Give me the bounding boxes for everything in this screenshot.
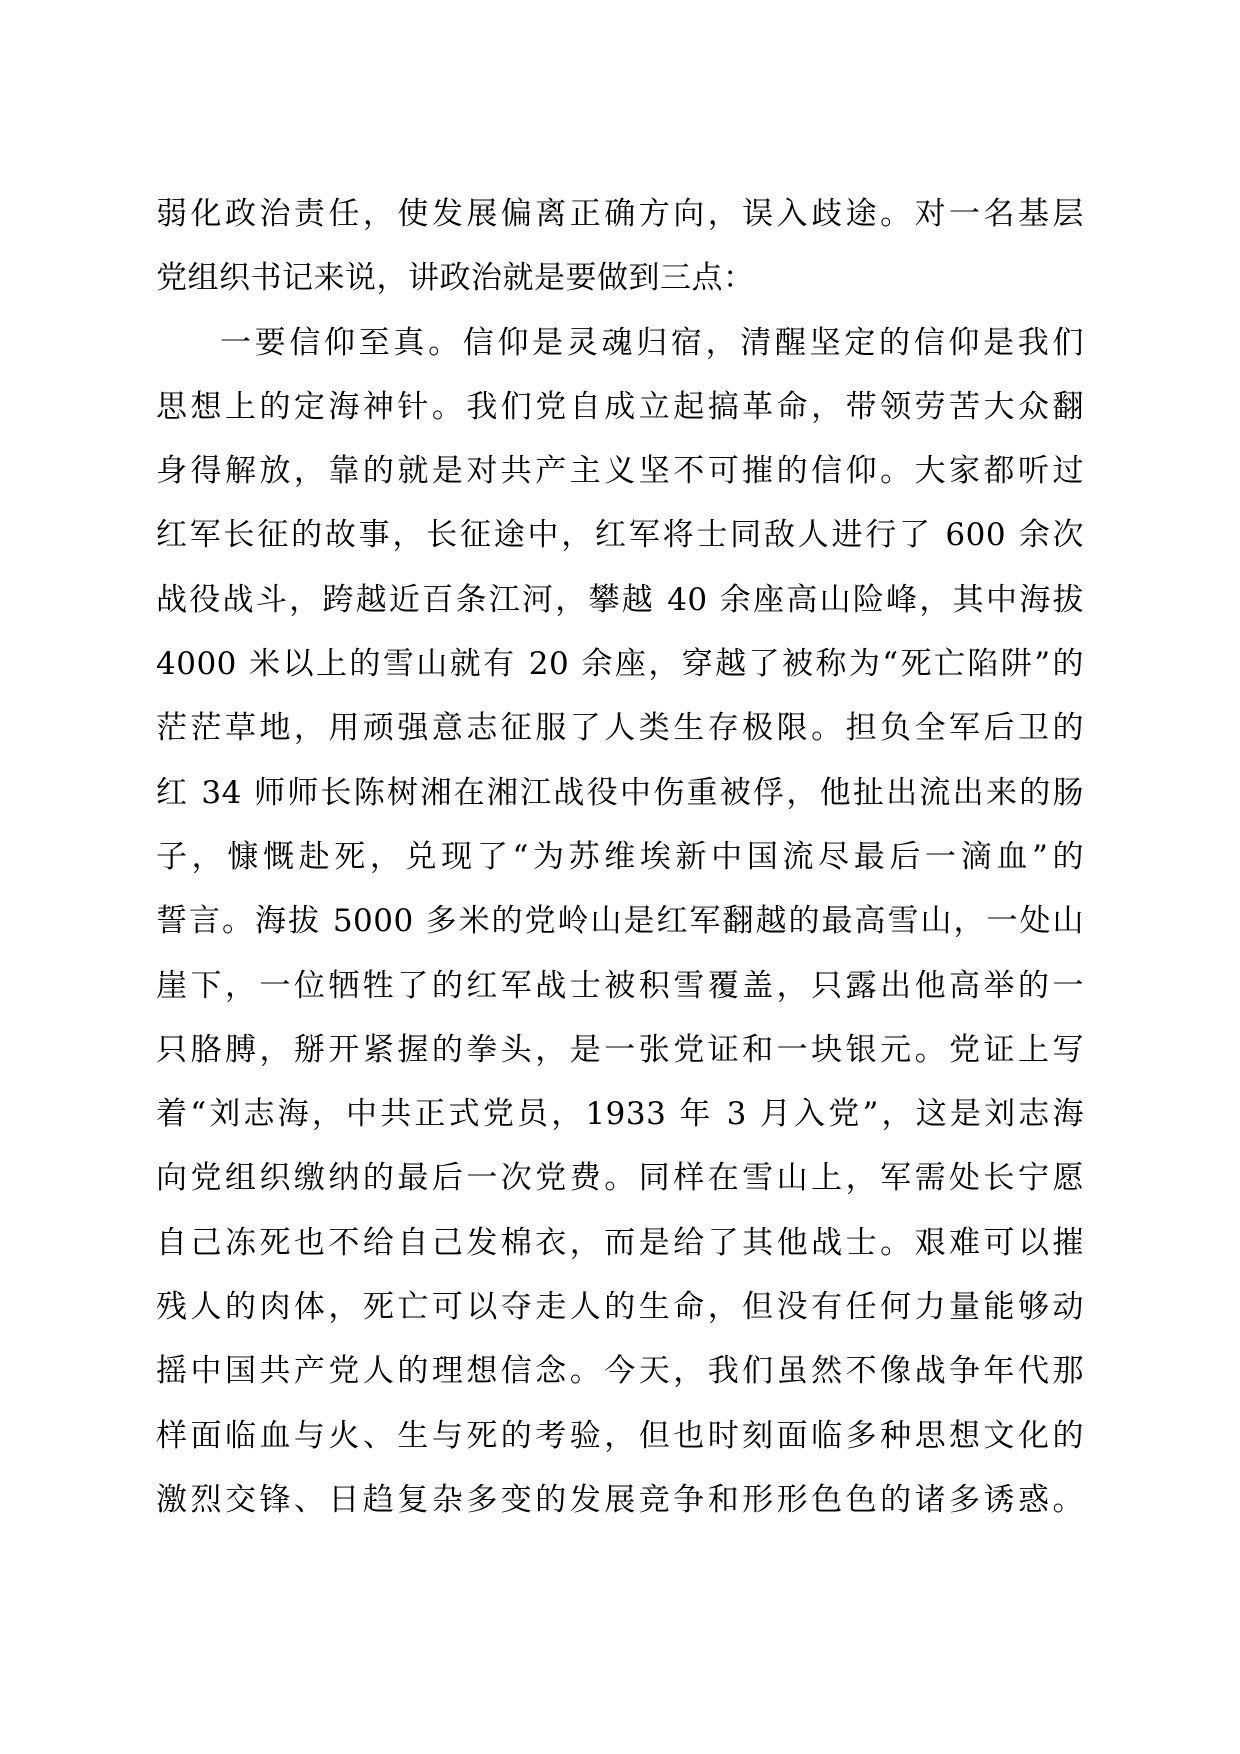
text-line: 4000 米以上的雪山就有 20 余座，穿越了被称为“死亡陷阱”的 — [156, 646, 1084, 683]
text-line: 只胳膊，掰开紧握的拳头，是一张党证和一块银元。党证上写 — [156, 1031, 1084, 1068]
text-line: 身得解放，靠的就是对共产主义坚不可摧的信仰。大家都听过 — [156, 453, 1084, 490]
text-line: 党组织书记来说，讲政治就是要做到三点： — [156, 260, 755, 297]
text-line: 子，慷慨赴死，兑现了“为苏维埃新中国流尽最后一滴血”的 — [156, 838, 1084, 875]
text-line: 战役战斗，跨越近百条江河，攀越 40 余座高山险峰，其中海拔 — [156, 581, 1084, 618]
text-line: 着“刘志海，中共正式党员，1933 年 3 月入党”，这是刘志海 — [156, 1096, 1084, 1133]
text-line: 残人的肉体，死亡可以夺走人的生命，但没有任何力量能够动 — [156, 1289, 1084, 1326]
paragraph-start-line: 一要信仰至真。信仰是灵魂归宿，清醒坚定的信仰是我们 — [220, 324, 1084, 361]
text-line: 样面临血与火、生与死的考验，但也时刻面临多种思想文化的 — [156, 1417, 1084, 1454]
text-line: 誓言。海拔 5000 多米的党岭山是红军翻越的最高雪山，一处山 — [156, 903, 1084, 940]
body-text — [156, 182, 1084, 1532]
text-line: 红 34 师师长陈树湘在湘江战役中伤重被俘，他扯出流出来的肠 — [156, 774, 1084, 811]
text-line: 红军长征的故事，长征途中，红军将士同敌人进行了 600 余次 — [156, 517, 1084, 554]
text-line: 崖下，一位牺牲了的红军战士被积雪覆盖，只露出他高举的一 — [156, 967, 1084, 1004]
text-line: 茫茫草地，用顽强意志征服了人类生存极限。担负全军后卫的 — [156, 710, 1084, 747]
text-line: 摇中国共产党人的理想信念。今天，我们虽然不像战争年代那 — [156, 1353, 1084, 1390]
text-line: 弱化政治责任，使发展偏离正确方向，误入歧途。对一名基层 — [156, 196, 1084, 232]
text-line: 思想上的定海神针。我们党自成立起搞革命，带领劳苦大众翻 — [156, 388, 1084, 425]
text-line: 向党组织缴纳的最后一次党费。同样在雪山上，军需处长宁愿 — [156, 1160, 1084, 1197]
text-line: 激烈交锋、日趋复杂多变的发展竞争和形形色色的诸多诱惑。 — [156, 1481, 1084, 1518]
text-line: 自己冻死也不给自己发棉衣，而是给了其他战士。艰难可以摧 — [156, 1224, 1084, 1261]
